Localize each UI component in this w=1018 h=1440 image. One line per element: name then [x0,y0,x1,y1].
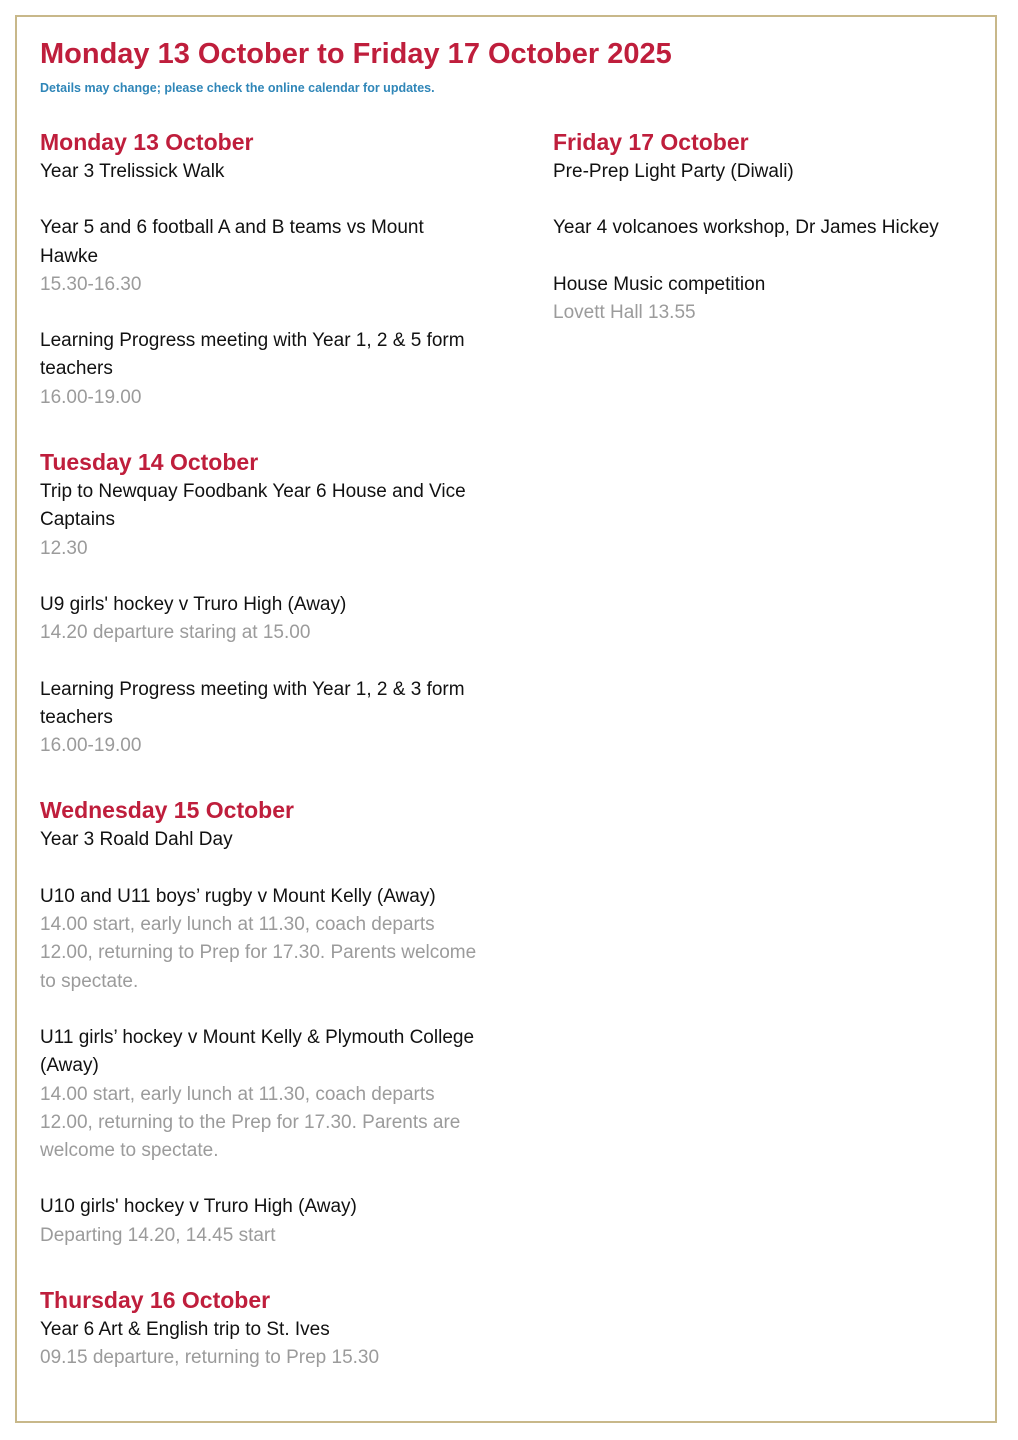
event-detail: 14.00 start, early lunch at 11.30, coach departs 12.00, returning to the Prep for 17.30. Parents are welcome to spectate. [40,1083,461,1162]
event-item [40,826,480,854]
event-title: Learning Progress meeting with Year 1, 2 & 5 form teachers [40,330,465,380]
event-title: U11 girls’ hockey v Mount Kelly & Plymouth College (Away) [40,1026,475,1077]
day-heading: Wednesday 15 October [40,797,294,824]
event-title: U10 girls' hockey v Truro High (Away) [40,1196,357,1218]
event-item [40,1024,480,1165]
event-item [553,214,993,242]
day-heading: Thursday 16 October [40,1287,271,1314]
event-detail: Lovett Hall 13.55 [553,301,696,323]
day-wednesday [40,794,480,1250]
day-heading: Friday 17 October [553,129,749,155]
event-title: House Music competition [553,273,766,295]
page-title: Monday 13 October to Friday 17 October 2025 [40,38,672,70]
event-title: Pre-Prep Light Party (Diwali) [553,161,794,182]
event-title: U10 and U11 boys’ rugby v Mount Kelly (Away) [40,885,436,907]
event-item [40,1193,480,1250]
event-item [553,271,993,328]
calendar-note: Details may change; please check the online calendar for updates. [40,81,435,95]
day-tuesday [40,446,480,760]
day-heading: Tuesday 14 October [40,449,259,476]
event-title: Year 4 volcanoes workshop, Dr James Hickey [553,217,939,239]
event-item [40,478,480,563]
event-item [40,591,480,648]
event-item [40,883,480,996]
event-title: Year 6 Art & English trip to St. Ives [40,1319,330,1341]
event-item [553,158,993,186]
event-title: Year 3 Trelissick Walk [40,161,225,182]
event-detail: 14.00 start, early lunch at 11.30, coach departs 12.00, returning to Prep for 17.30. Parents welcome to spectate. [40,914,477,992]
event-detail: 16.00-19.00 [40,386,142,408]
event-detail: 14.20 departure staring at 15.00 [40,622,311,644]
event-detail: 15.30-16.30 [40,273,142,295]
event-detail: 09.15 departure, returning to Prep 15.30 [40,1347,380,1369]
day-monday [40,126,480,412]
event-item [40,327,480,412]
event-title: Year 5 and 6 football A and B teams vs Mount Hawke [40,217,424,267]
event-detail: 12.30 [40,537,88,559]
left-column [40,126,480,1407]
event-detail: 16.00-19.00 [40,735,142,757]
day-friday [553,126,993,327]
event-detail: Departing 14.20, 14.45 start [40,1224,276,1246]
event-item [40,214,480,299]
event-item [40,158,480,186]
right-column [553,126,993,361]
event-title: Learning Progress meeting with Year 1, 2 & 3 form teachers [40,678,465,728]
event-title: U9 girls' hockey v Truro High (Away) [40,593,347,615]
event-title: Year 3 Roald Dahl Day [40,829,233,851]
event-item [40,676,480,761]
event-title: Trip to Newquay Foodbank Year 6 House and Vice Captains [40,481,466,531]
event-item [40,1316,480,1373]
day-heading: Monday 13 October [40,129,254,155]
day-thursday [40,1284,480,1373]
